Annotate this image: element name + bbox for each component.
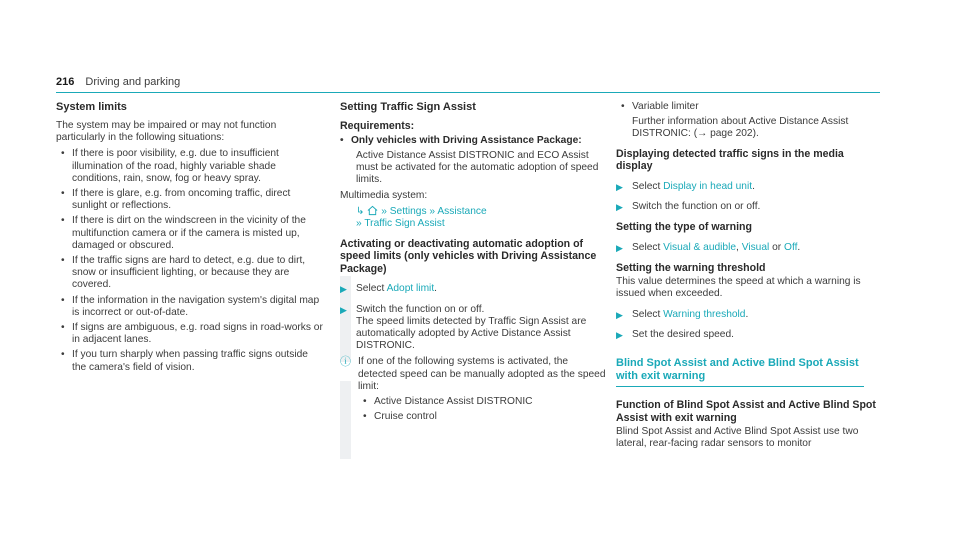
step-select-warning-type: ▶ Select Visual & audible, Visual or Off. [616, 241, 801, 253]
step-switch-display [616, 201, 880, 213]
page-number: 216 [56, 76, 75, 88]
nav-assistance-link[interactable]: Assistance [437, 205, 487, 217]
function-heading: Function of Blind Spot Assist and Active Blind Spot Assist with exit warning [616, 399, 876, 424]
requirements-heading: Requirements: [340, 120, 415, 132]
requirements-text: Active Distance Assist DISTRONIC and ECO Assist must be activated for the automatic adoption of speed limits. [356, 149, 599, 186]
displaying-heading: Displaying detected traffic signs in the media display [616, 147, 844, 173]
step-detail: The speed limits detected by Traffic Sign Assist are automatically adopted by Active Distance Assist DISTRONIC. [356, 315, 587, 352]
header-divider [56, 92, 880, 93]
system-limits-heading: System limits [56, 101, 127, 113]
nav-chevron-icon: » [429, 205, 436, 217]
nav-path [340, 205, 608, 230]
variable-limiter-list [616, 101, 880, 113]
function-text: Blind Spot Assist and Active Blind Spot Assist use two lateral, rear-facing radar sensors to monitor [616, 426, 859, 450]
threshold-text: This value determines the speed at which a warning is issued when exceeded. [616, 276, 861, 300]
step-select-adopt-limit [340, 283, 608, 295]
step-set-speed [616, 329, 880, 341]
step-text: Switch the function on or off. [632, 200, 761, 212]
list-item: • If the information in the navigation system's digital map is incorrect or out-of-date. [72, 295, 324, 319]
step-arrow-icon: ▶ [616, 309, 623, 320]
note-text: If one of the following systems is activated, the detected speed can be manually adopted as the speed limit: [358, 356, 606, 392]
list-item: • If there is dirt on the windscreen in the vicinity of the multifunction camera or if the camera is misted up, damaged or obscured. [72, 215, 324, 252]
step-arrow-icon: ▶ [616, 242, 623, 253]
nav-chevron-icon: » [381, 205, 387, 217]
list-item: • Variable limiter [632, 101, 880, 113]
column-system-limits [56, 101, 324, 377]
system-limits-list [56, 148, 324, 373]
further-info: Further information about Active Distance Assist DISTRONIC: (→ page 202). [632, 116, 849, 140]
section-name: Driving and parking [85, 76, 181, 88]
list-item: • Active Distance Assist DISTRONIC [374, 396, 608, 408]
step-arrow-icon: ▶ [340, 284, 347, 295]
step-text: . [434, 283, 437, 295]
note-list [358, 396, 608, 423]
column-display-warning [616, 101, 880, 454]
nav-tsa-link[interactable]: Traffic Sign Assist [364, 217, 445, 229]
step-text: , [736, 241, 742, 253]
setting-tsa-heading: Setting Traffic Sign Assist [340, 101, 476, 113]
info-note [340, 356, 608, 423]
activating-heading: Activating or deactivating automatic adoption of speed limits (only vehicles with Driving Assistance Package) [340, 237, 597, 275]
list-item: • If signs are ambiguous, e.g. road signs in road-works or in adjacent lanes. [72, 322, 324, 346]
warning-type-heading: Setting the type of warning [616, 221, 752, 234]
adopt-limit-link[interactable]: Adopt limit [386, 283, 435, 295]
step-switch-function [340, 304, 608, 353]
step-arrow-icon: ▶ [616, 181, 623, 192]
column-setting-tsa [340, 101, 608, 426]
list-item: • If there is poor visibility, e.g. due to insufficient illumination of the road, highly variable shade conditions, rain, snow, fog or heavy spray. [72, 148, 324, 185]
warning-threshold-link[interactable]: Warning threshold [663, 308, 746, 320]
nav-return-icon: ↳ [356, 205, 365, 217]
threshold-heading: Setting the warning threshold [616, 261, 766, 274]
info-note-icon: ⓘ [340, 356, 351, 369]
page-header [56, 76, 180, 88]
nav-settings-link[interactable]: Settings [389, 205, 427, 217]
step-select-display: ▶ Select Display in head unit. [616, 180, 755, 192]
nav-chevron-icon: » [356, 217, 362, 229]
step-arrow-icon: ▶ [616, 329, 623, 340]
requirements-list [340, 135, 608, 147]
list-item: • If you turn sharply when passing traffic signs outside the camera's field of vision. [72, 349, 324, 373]
step-text: or [769, 241, 785, 253]
step-text: Select [356, 283, 387, 295]
step-select-threshold: ▶ Select Warning threshold. [616, 308, 749, 320]
visual-option[interactable]: Visual [741, 241, 770, 253]
list-item: • Cruise control [374, 411, 608, 423]
list-item: • If the traffic signs are hard to detect, e.g. due to dirt, snow or insufficient lighting, or because they are covered. [72, 255, 324, 292]
visual-audible-option[interactable]: Visual & audible [663, 241, 737, 253]
step-text: Select [632, 180, 664, 192]
step-text: Switch the function on or off. [356, 303, 485, 315]
step-arrow-icon: ▶ [616, 201, 623, 212]
list-item: • If there is glare, e.g. from oncoming traffic, direct sunlight or reflections. [72, 188, 324, 212]
step-arrow-icon: ▶ [340, 304, 347, 315]
off-option[interactable]: Off [784, 241, 798, 253]
step-text: Set the desired speed. [632, 328, 734, 340]
blind-spot-section-title: Blind Spot Assist and Active Blind Spot Assist with exit warning [616, 357, 859, 383]
system-limits-intro: The system may be impaired or may not function particularly in the following situations: [56, 120, 277, 144]
section-divider [616, 386, 864, 387]
home-icon[interactable] [367, 206, 378, 217]
step-text: Select [632, 308, 664, 320]
display-in-head-unit-link[interactable]: Display in head unit [663, 180, 753, 192]
list-item: • Only vehicles with Driving Assistance Package: [351, 135, 608, 147]
step-text: Select [632, 241, 664, 253]
multimedia-label: Multimedia system: [340, 190, 428, 202]
